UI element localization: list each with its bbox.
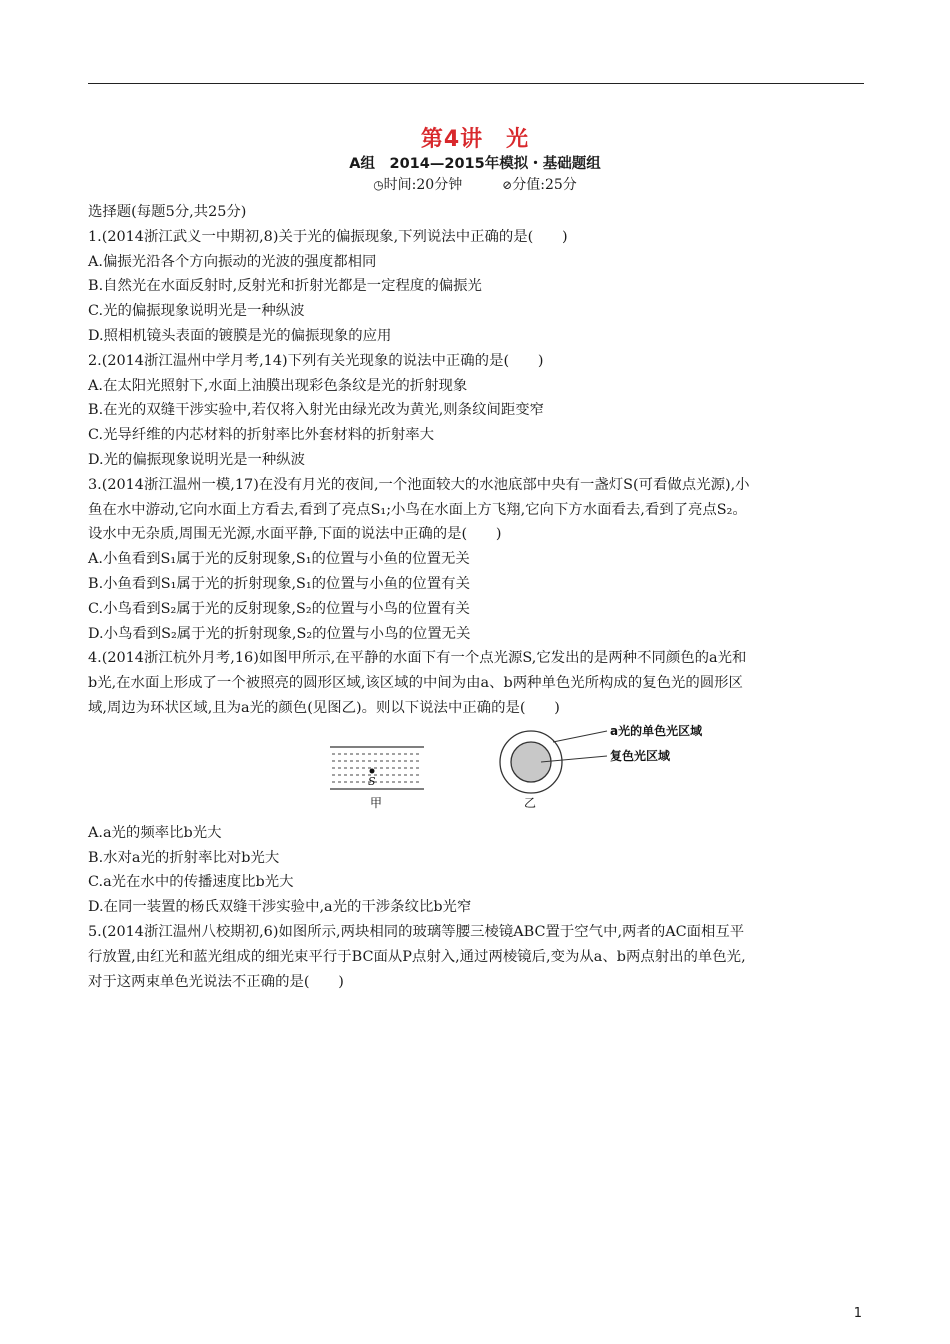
q2-option-c: C.光导纤维的内芯材料的折射率比外套材料的折射率大 [88,427,435,444]
q1-option-c: C.光的偏振现象说明光是一种纵波 [88,303,305,320]
score-value: 分值:25分 [512,177,577,193]
q3-stem-line3: 设水中无杂质,周围无光源,水面平静,下面的说法中正确的是( ) [88,526,502,543]
q4-option-a: A.a光的频率比b光大 [88,824,222,841]
ring-leader-line [553,731,607,742]
section-heading: 选择题(每题5分,共25分) [88,204,247,220]
q2-option-b: B.在光的双缝干涉实验中,若仅将入射光由绿光改为黄光,则条纹间距变窄 [88,402,545,419]
q3-option-a: A.小鱼看到S₁属于光的反射现象,S₁的位置与小鱼的位置无关 [88,551,470,568]
page-title: 第4讲 光 [420,127,530,152]
water-dashes [332,754,422,782]
label-jia: 甲 [370,795,383,810]
q3-option-d: D.小鸟看到S₂属于光的折射现象,S₂的位置与小鸟的位置无关 [88,625,471,642]
q4-stem-line2: b光,在水面上形成了一个被照亮的圆形区域,该区域的中间为由a、b两种单色光所构成的复色光的圆形区 [88,675,743,692]
q4-diagram [88,721,868,821]
exam-meta [0,174,950,194]
header-rule [88,83,864,84]
point-source [370,768,375,773]
check-circle-icon: ⊘ [502,178,513,192]
q2-option-a: A.在太阳光照射下,水面上油膜出现彩色条纹是光的折射现象 [88,377,468,394]
q2-stem: 2.(2014浙江温州中学月考,14)下列有关光现象的说法中正确的是( ) [88,352,544,369]
source-label: S [368,774,376,788]
q3-stem-line1: 3.(2014浙江温州一模,17)在没有月光的夜间,一个池面较大的水池底部中央有一盏灯S(可看做点光源),小 [88,476,750,493]
q3-option-c: C.小鸟看到S₂属于光的反射现象,S₂的位置与小鸟的位置有关 [88,600,470,617]
q3-stem-line2: 鱼在水中游动,它向水面上方看去,看到了亮点S₁;小鸟在水面上方飞翔,它向下方水面看去,看到了亮点S₂。 [88,501,747,518]
q4-stem-line3: 域,周边为环状区域,且为a光的颜色(见图乙)。则以下说法中正确的是( ) [88,699,560,716]
ring-region-label: a光的单色光区域 [610,723,703,738]
q3-option-b: B.小鱼看到S₁属于光的折射现象,S₁的位置与小鱼的位置有关 [88,575,470,592]
q4-option-b: B.水对a光的折射率比对b光大 [88,849,280,866]
q4-stem-line1: 4.(2014浙江杭外月考,16)如图甲所示,在平静的水面下有一个点光源S,它发出的是两种不同颜色的a光和 [88,650,747,667]
center-region-label: 复色光区域 [610,748,671,763]
q4-figure [88,721,868,821]
question-content [88,200,868,994]
q4-option-d: D.在同一装置的杨氏双缝干涉实验中,a光的干涉条纹比b光窄 [88,899,472,916]
clock-icon: ◷ [373,178,384,192]
q5-stem-line3: 对于这两束单色光说法不正确的是( ) [88,973,344,990]
q1-option-b: B.自然光在水面反射时,反射光和折射光都是一定程度的偏振光 [88,278,482,295]
q2-option-d: D.光的偏振现象说明光是一种纵波 [88,451,306,468]
q1-option-a: A.偏振光沿各个方向振动的光波的强度都相同 [88,253,377,270]
figure-yi [500,723,703,810]
page-number: 1 [853,1306,862,1321]
time-limit: 时间:20分钟 [383,177,463,193]
q1-stem: 1.(2014浙江武义一中期初,8)关于光的偏振现象,下列说法中正确的是( ) [88,228,568,245]
section-subtitle: A组 2014—2015年模拟・基础题组 [349,156,601,172]
q5-stem-line1: 5.(2014浙江温州八校期初,6)如图所示,两块相同的玻璃等腰三棱镜ABC置于空气中,两者的AC面相互平 [88,923,745,940]
label-yi: 乙 [524,795,537,810]
q4-option-c: C.a光在水中的传播速度比b光大 [88,874,294,891]
q1-option-d: D.照相机镜头表面的镀膜是光的偏振现象的应用 [88,327,392,344]
q5-stem-line2: 行放置,由红光和蓝光组成的细光束平行于BC面从P点射入,通过两棱镜后,变为从a、b两点射出的单色光, [88,948,746,965]
figure-jia [330,747,424,810]
